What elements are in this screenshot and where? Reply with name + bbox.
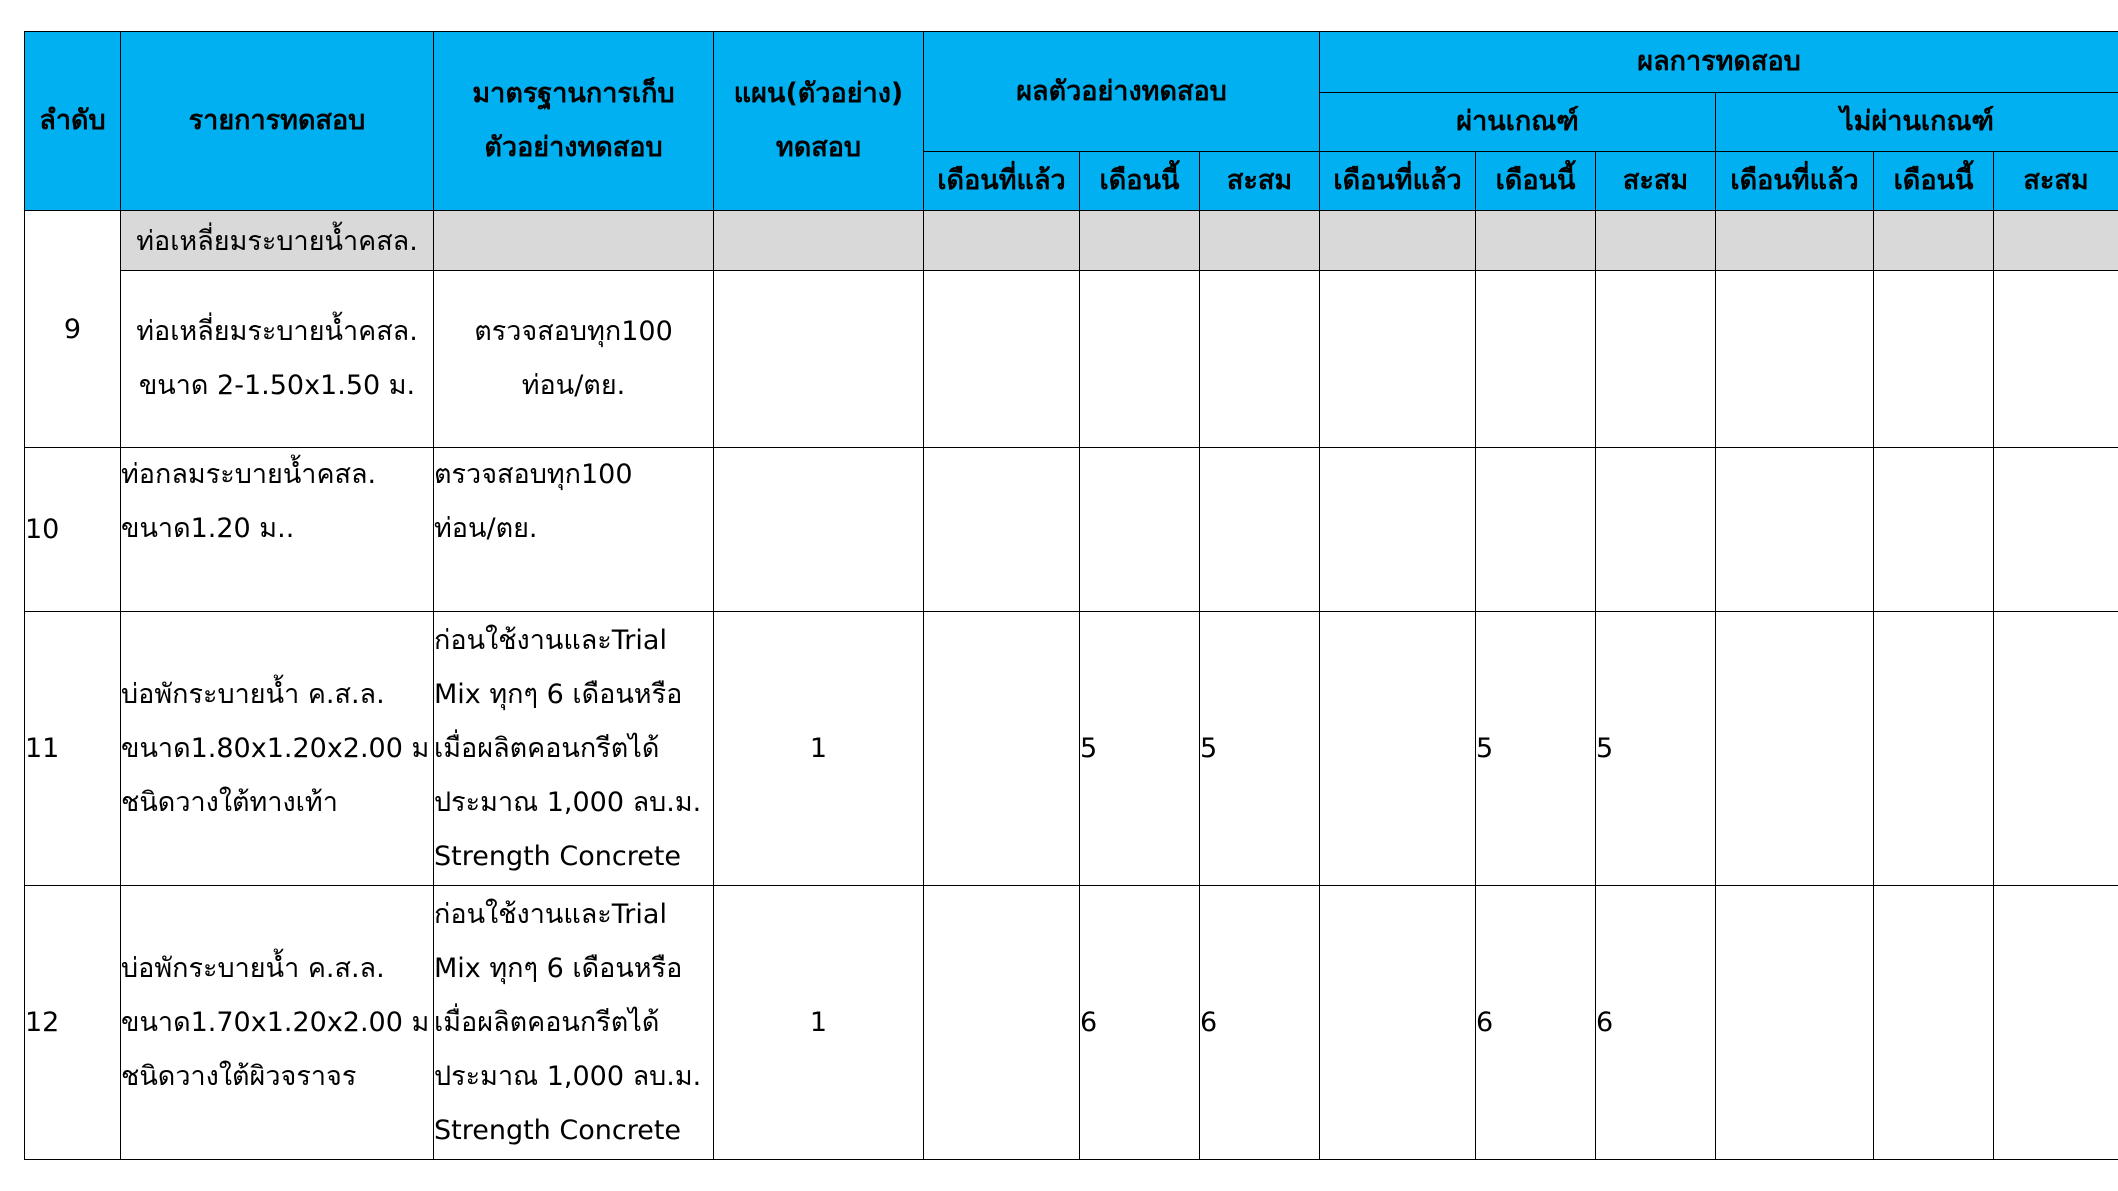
row-standard: ตรวจสอบทุก100 ท่อน/ตย. [434, 448, 714, 612]
row-pass-last-month [1320, 271, 1476, 448]
header-plan: แผน(ตัวอย่าง) ทดสอบ [714, 32, 924, 211]
row-plan [714, 271, 924, 448]
row-samples-cumulative: 6 [1200, 886, 1320, 1160]
row-samples-last-month [924, 448, 1080, 612]
table-row [25, 886, 2118, 1160]
group-cell [1476, 211, 1596, 271]
row-pass-this-month [1476, 448, 1596, 612]
group-cell [434, 211, 714, 271]
group-cell [1874, 211, 1994, 271]
row-item: ท่อเหลี่ยมระบายน้ำคสล. ขนาด 2-1.50x1.50 ม. [121, 271, 434, 448]
row-samples-this-month [1080, 448, 1200, 612]
header-standard: มาตรฐานการเก็บ ตัวอย่างทดสอบ [434, 32, 714, 211]
row-fail-this-month [1874, 448, 1994, 612]
group-cell [714, 211, 924, 271]
row-fail-this-month [1874, 612, 1994, 886]
row-plan: 1 [714, 612, 924, 886]
row-pass-last-month [1320, 612, 1476, 886]
test-results-table [24, 31, 2118, 1160]
header-samples-this-month: เดือนนี้ [1080, 152, 1200, 211]
row-fail-cumulative [1994, 886, 2118, 1160]
row-samples-last-month [924, 271, 1080, 448]
header-results-group: ผลการทดสอบ [1320, 32, 2118, 93]
row-fail-this-month [1874, 886, 1994, 1160]
row-fail-this-month [1874, 271, 1994, 448]
group-cell [1994, 211, 2118, 271]
row-plan [714, 448, 924, 612]
header-pass-group: ผ่านเกณฑ์ [1320, 93, 1716, 152]
header-item: รายการทดสอบ [121, 32, 434, 211]
row-index: 12 [25, 886, 121, 1160]
row-samples-last-month [924, 886, 1080, 1160]
group-cell [1320, 211, 1476, 271]
row-item: ท่อกลมระบายน้ำคสล. ขนาด1.20 ม.. [121, 448, 434, 612]
row-index: 11 [25, 612, 121, 886]
header-samples-last-month: เดือนที่แล้ว [924, 152, 1080, 211]
row-samples-this-month: 5 [1080, 612, 1200, 886]
row-pass-cumulative [1596, 271, 1716, 448]
header-samples-cumulative: สะสม [1200, 152, 1320, 211]
row-index: 9 [25, 211, 121, 448]
header-fail-last-month: เดือนที่แล้ว [1716, 152, 1874, 211]
row-pass-cumulative: 6 [1596, 886, 1716, 1160]
header-samples-group: ผลตัวอย่างทดสอบ [924, 32, 1320, 152]
header-fail-cumulative: สะสม [1994, 152, 2118, 211]
row-fail-last-month [1716, 612, 1874, 886]
row-samples-cumulative [1200, 448, 1320, 612]
table-row [25, 271, 2118, 448]
row-pass-cumulative: 5 [1596, 612, 1716, 886]
row-fail-last-month [1716, 886, 1874, 1160]
row-fail-last-month [1716, 448, 1874, 612]
row-pass-last-month [1320, 886, 1476, 1160]
row-pass-this-month [1476, 271, 1596, 448]
header-pass-last-month: เดือนที่แล้ว [1320, 152, 1476, 211]
header-pass-cumulative: สะสม [1596, 152, 1716, 211]
table-row [25, 612, 2118, 886]
group-cell [1596, 211, 1716, 271]
row-fail-cumulative [1994, 612, 2118, 886]
header-pass-this-month: เดือนนี้ [1476, 152, 1596, 211]
row-pass-this-month: 6 [1476, 886, 1596, 1160]
table-row [25, 448, 2118, 612]
row-plan: 1 [714, 886, 924, 1160]
row-fail-cumulative [1994, 448, 2118, 612]
group-cell [1080, 211, 1200, 271]
row-samples-this-month [1080, 271, 1200, 448]
row-index: 10 [25, 448, 121, 612]
row-standard: ก่อนใช้งานและTrial Mix ทุกๆ 6 เดือนหรือ เมื่อผลิตคอนกรีตได้ ประมาณ 1,000 ลบ.ม. Strength Concrete [434, 612, 714, 886]
row-samples-this-month: 6 [1080, 886, 1200, 1160]
row-item: บ่อพักระบายน้ำ ค.ส.ล. ขนาด1.80x1.20x2.00 ม ชนิดวางใต้ทางเท้า [121, 612, 434, 886]
group-label: ท่อเหลี่ยมระบายน้ำคสล. [121, 211, 434, 271]
row-pass-this-month: 5 [1476, 612, 1596, 886]
row-samples-cumulative [1200, 271, 1320, 448]
row-samples-cumulative: 5 [1200, 612, 1320, 886]
row-fail-last-month [1716, 271, 1874, 448]
group-cell [924, 211, 1080, 271]
row-item: บ่อพักระบายน้ำ ค.ส.ล. ขนาด1.70x1.20x2.00 ม ชนิดวางใต้ผิวจราจร [121, 886, 434, 1160]
row-pass-last-month [1320, 448, 1476, 612]
group-cell [1716, 211, 1874, 271]
row-standard: ก่อนใช้งานและTrial Mix ทุกๆ 6 เดือนหรือ เมื่อผลิตคอนกรีตได้ ประมาณ 1,000 ลบ.ม. Strength Concrete [434, 886, 714, 1160]
header-fail-group: ไม่ผ่านเกณฑ์ [1716, 93, 2118, 152]
row-pass-cumulative [1596, 448, 1716, 612]
row-samples-last-month [924, 612, 1080, 886]
row-standard: ตรวจสอบทุก100 ท่อน/ตย. [434, 271, 714, 448]
header-fail-this-month: เดือนนี้ [1874, 152, 1994, 211]
header-index: ลำดับ [25, 32, 121, 211]
row-fail-cumulative [1994, 271, 2118, 448]
group-cell [1200, 211, 1320, 271]
